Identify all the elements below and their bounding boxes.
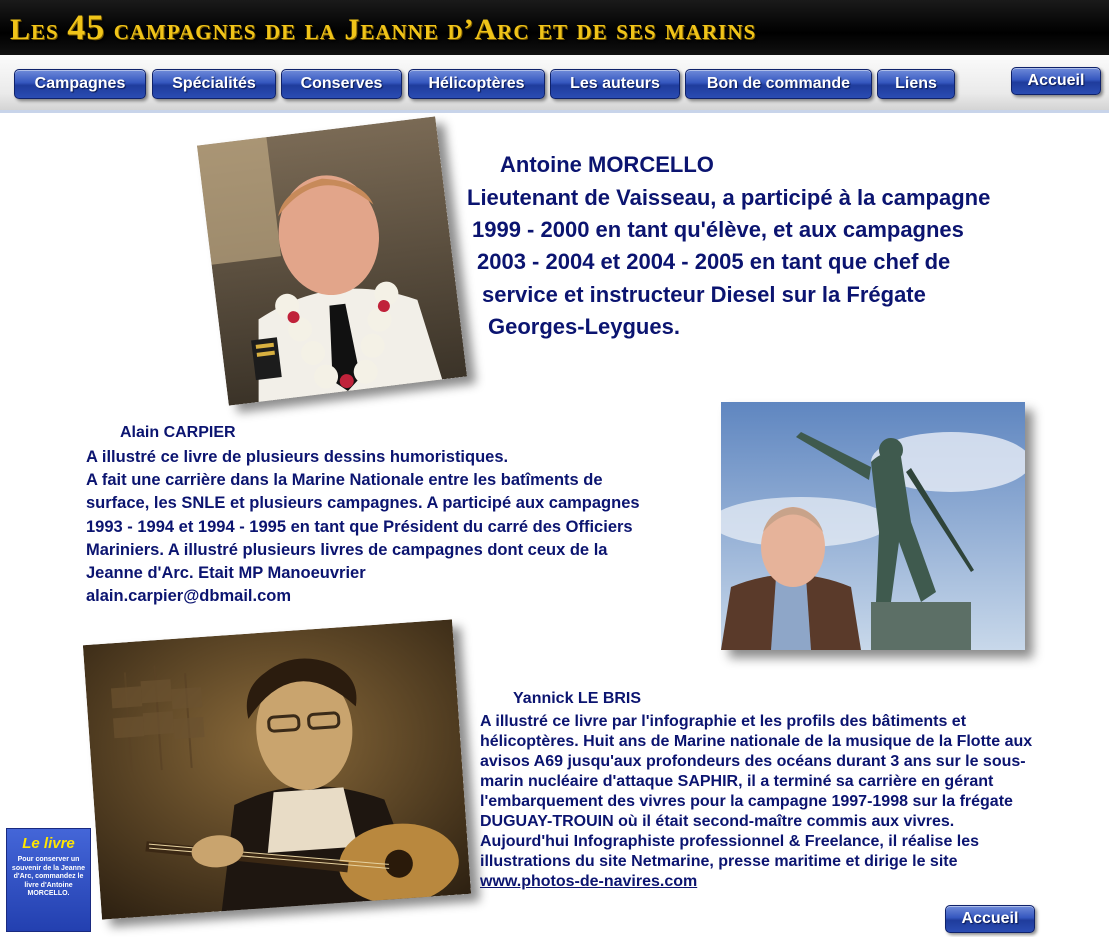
- bio-carpier: [86, 446, 640, 608]
- author-name-morcello: Antoine MORCELLO: [500, 152, 714, 177]
- bio-line: illustrations du site Netmarine, presse maritime et dirige le site: [480, 853, 958, 870]
- bio-line: Aujourd'hui Infographiste professionnel & Freelance, il réalise les: [480, 833, 980, 850]
- site-title-rest: campagnes de la Jeanne d’Arc et de ses marins: [105, 13, 757, 46]
- site-title-number: 45: [67, 7, 106, 47]
- nav-helicopteres-button[interactable]: Hélicoptères: [408, 69, 545, 99]
- nav-liens-button[interactable]: Liens: [877, 69, 955, 99]
- bio-morcello-line-3: [477, 246, 950, 278]
- bio-line: hélicoptères. Huit ans de Marine nationale de la musique de la Flotte aux: [480, 733, 1033, 750]
- le-livre-text: Pour conserver un souvenir de la Jeanne d'Arc, commandez le livre d'Antoine MORCELLO.: [11, 856, 86, 897]
- bio-lebris: [480, 712, 1032, 892]
- nav-conserves-button[interactable]: Conserves: [281, 69, 402, 99]
- bio-morcello-line-5: [488, 311, 680, 343]
- portrait-carpier-image: [721, 402, 1025, 650]
- nav-bar: [0, 55, 1109, 113]
- bio-line: surface, les SNLE et plusieurs campagnes. A participé aux campagnes: [86, 494, 640, 513]
- photo-alain-carpier: [721, 402, 1025, 650]
- bio-morcello-line-4: [482, 279, 926, 311]
- photos-de-navires-link[interactable]: www.photos-de-navires.com: [480, 873, 698, 890]
- nav-bon-de-commande-button[interactable]: Bon de commande: [685, 69, 872, 99]
- bio-line: Georges-Leygues.: [488, 314, 680, 339]
- footer-accueil-button[interactable]: Accueil: [945, 905, 1035, 933]
- bio-morcello-line-2: [472, 214, 964, 246]
- nav-specialites-button[interactable]: Spécialités: [152, 69, 276, 99]
- bio-line: 1999 - 2000 en tant qu'élève, et aux campagnes: [472, 217, 964, 242]
- site-banner: [0, 0, 1109, 55]
- photo-antoine-morcello: [197, 116, 467, 405]
- site-title: [10, 6, 756, 48]
- site-title-prefix: Les: [10, 13, 68, 46]
- bio-line: avisos A69 jusqu'aux profondeurs des océans durant 3 ans sur le sous-: [480, 753, 1026, 770]
- bio-line: Jeanne d'Arc. Etait MP Manoeuvrier: [86, 564, 366, 583]
- bio-line: marin nucléaire d'attaque SAPHIR, il a terminé sa carrière en gérant: [480, 773, 994, 790]
- author-name-carpier: Alain CARPIER: [120, 424, 236, 441]
- portrait-lebris-image: [83, 619, 471, 919]
- bio-line: Lieutenant de Vaisseau, a participé à la campagne: [467, 185, 991, 210]
- author-email-carpier[interactable]: alain.carpier@dbmail.com: [86, 587, 291, 606]
- bio-line: 1993 - 1994 et 1994 - 1995 en tant que Président du carré des Officiers: [86, 517, 633, 536]
- bio-line: service et instructeur Diesel sur la Frégate: [482, 282, 926, 307]
- bio-line: A illustré ce livre de plusieurs dessins humoristiques.: [86, 448, 509, 466]
- nav-accueil-button[interactable]: Accueil: [1011, 67, 1101, 95]
- bio-morcello-line-1: [467, 182, 990, 214]
- bio-line: A illustré ce livre par l'infographie et les profils des bâtiments et: [480, 713, 967, 730]
- bio-line: DUGUAY-TROUIN où il était second-maître commis aux vivres.: [480, 813, 955, 830]
- le-livre-title: Le livre: [22, 835, 75, 852]
- photo-yannick-le-bris: [83, 619, 471, 919]
- nav-campagnes-button[interactable]: Campagnes: [14, 69, 146, 99]
- bio-line: A fait une carrière dans la Marine Nationale entre les batîments de: [86, 471, 603, 490]
- nav-auteurs-button[interactable]: Les auteurs: [550, 69, 680, 99]
- author-name-lebris: Yannick LE BRIS: [513, 690, 642, 707]
- le-livre-promo[interactable]: [6, 828, 91, 932]
- portrait-morcello-image: [197, 116, 467, 405]
- bio-line: Mariniers. A illustré plusieurs livres de campagnes dont ceux de la: [86, 540, 608, 559]
- bio-line: 2003 - 2004 et 2004 - 2005 en tant que chef de: [477, 249, 951, 274]
- bio-line: l'embarquement des vivres pour la campagne 1997-1998 sur la frégate: [480, 793, 1013, 810]
